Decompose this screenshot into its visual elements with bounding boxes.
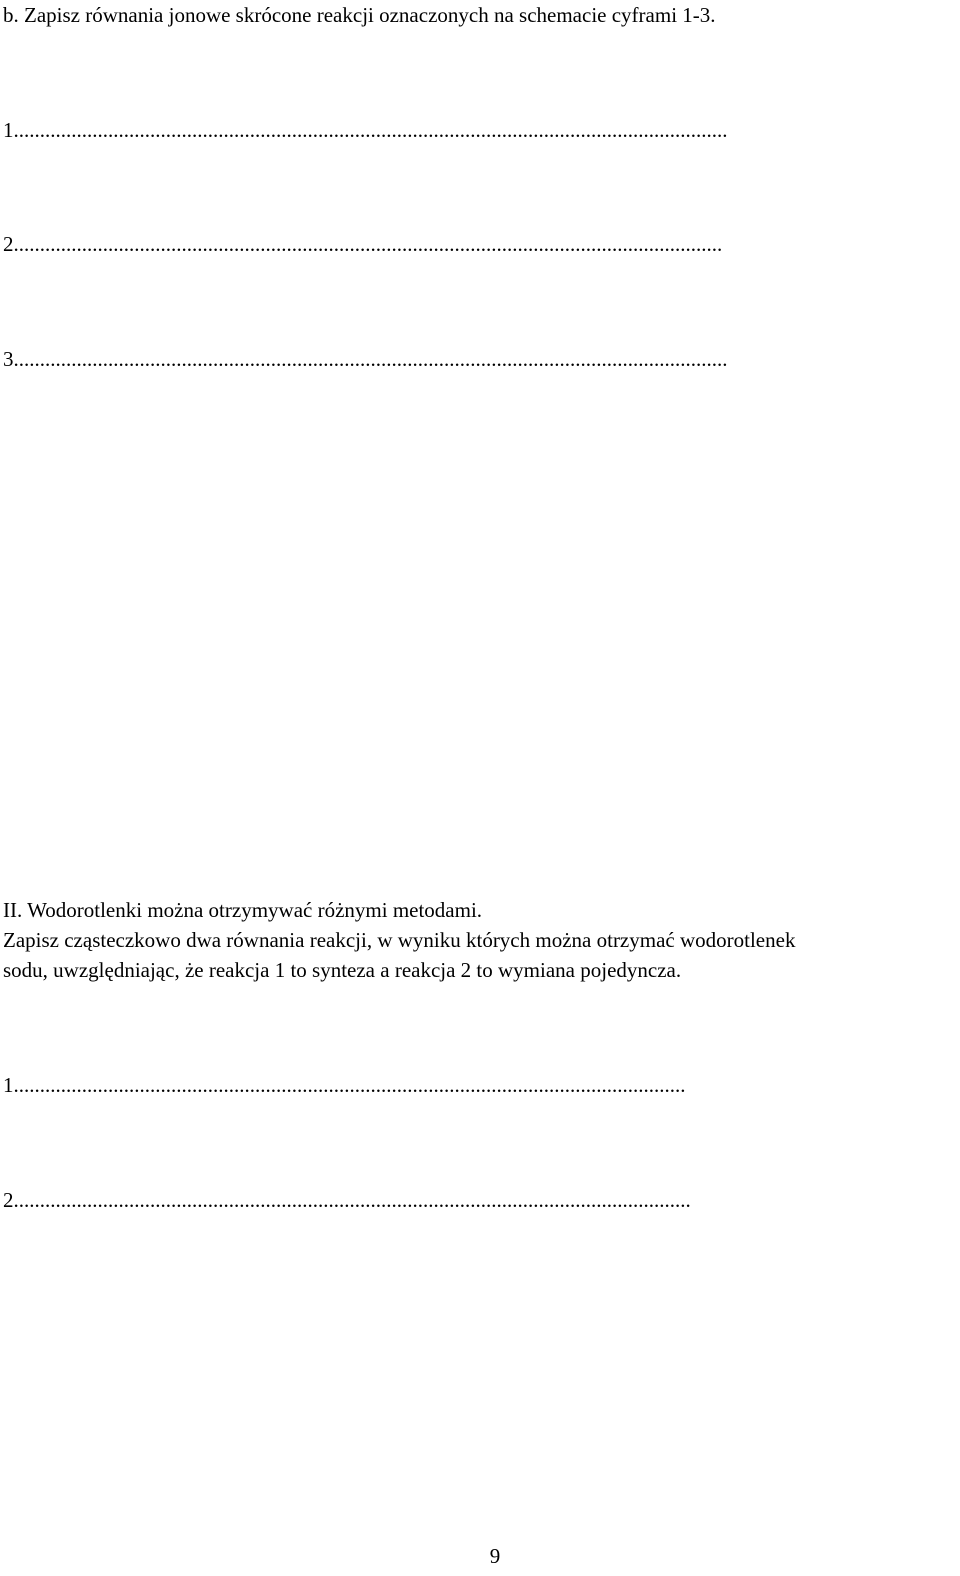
answer-number: 1. bbox=[3, 118, 19, 142]
answer-line-b2 bbox=[3, 229, 940, 259]
answer-dots: ............................................................................................................................... bbox=[18, 1073, 686, 1097]
answer-line-ii2 bbox=[3, 1185, 897, 1215]
answer-dots: ....................................................................................................................................... bbox=[18, 347, 728, 371]
section-ii-heading: II. Wodorotlenki można otrzymywać różnymi metodami. bbox=[3, 898, 483, 922]
answer-number: 2. bbox=[3, 1188, 19, 1212]
answer-dots: ...................................................................................................................................... bbox=[18, 232, 723, 256]
answer-number: 3. bbox=[3, 347, 19, 371]
answer-number: 1. bbox=[3, 1073, 19, 1097]
section-ii-task-line-1: Zapisz cząsteczkowo dwa równania reakcji, w wyniku których można otrzymać wodorotlenek bbox=[3, 928, 796, 952]
answer-line-ii1 bbox=[3, 1070, 890, 1100]
answer-number: 2. bbox=[3, 232, 19, 256]
answer-dots: ....................................................................................................................................... bbox=[18, 118, 728, 142]
answer-dots: ................................................................................................................................ bbox=[18, 1188, 691, 1212]
page-number: 9 bbox=[489, 1544, 501, 1568]
answer-line-b3 bbox=[3, 344, 951, 374]
section-b-instruction: b. Zapisz równania jonowe skrócone reakcji oznaczonych na schemacie cyframi 1-3. bbox=[3, 3, 716, 27]
section-ii-task-line-2: sodu, uwzględniając, że reakcja 1 to synteza a reakcja 2 to wymiana pojedyncza. bbox=[3, 958, 682, 982]
answer-line-b1 bbox=[3, 115, 951, 145]
